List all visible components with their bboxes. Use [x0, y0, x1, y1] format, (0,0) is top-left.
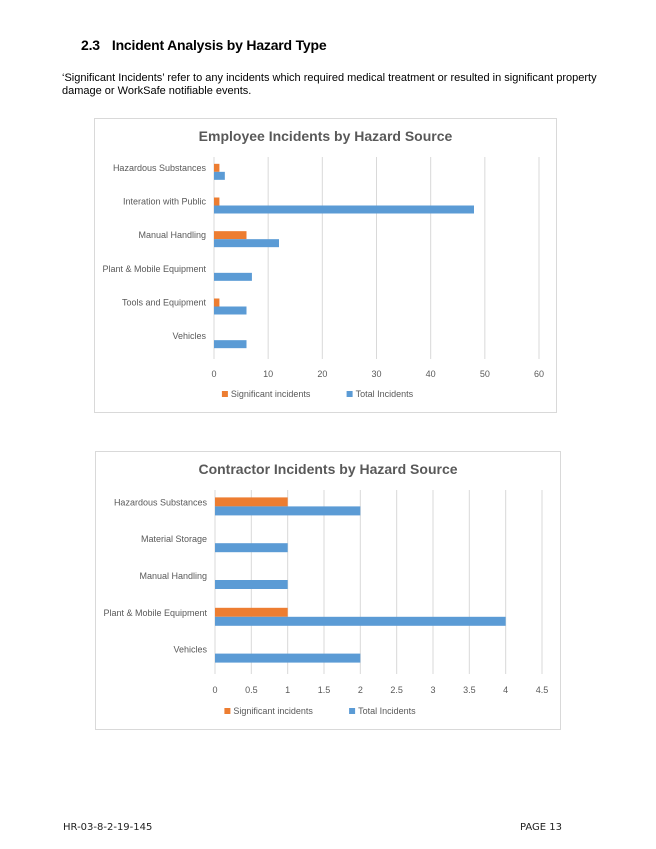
legend-label: Significant incidents [230, 389, 311, 399]
bar-significant [214, 231, 247, 239]
bar-significant [214, 299, 219, 307]
bar-total [214, 273, 252, 281]
x-tick-label: 4 [503, 685, 509, 695]
page-number: PAGE 13 [519, 822, 562, 833]
bar-total [214, 307, 247, 315]
x-tick-label: 3.5 [463, 685, 476, 695]
x-tick-label: 40 [425, 369, 436, 379]
x-tick-label: 4.5 [535, 685, 549, 695]
x-tick-label: 50 [479, 369, 490, 379]
bar-significant [214, 164, 219, 172]
bar-total [215, 617, 506, 626]
bar-total [214, 239, 279, 247]
intro-paragraph: ‘Significant Incidents’ refer to any incidents which required medical treatment or resulted in significant property damage or WorkSafe notifiable events. [62, 72, 597, 97]
bar-significant [215, 497, 288, 506]
section-number: 2.3 [81, 37, 100, 53]
chart-title: Contractor Incidents by Hazard Source [198, 461, 458, 477]
bar-total [215, 580, 288, 589]
bar-significant [214, 198, 219, 206]
legend-swatch [349, 708, 355, 714]
chart-legend [224, 706, 416, 716]
legend-label: Total Incidents [355, 389, 414, 399]
bar-total [215, 506, 360, 515]
category-label: Manual Handling [139, 571, 207, 581]
x-tick-label: 2.5 [390, 685, 403, 695]
section-heading [81, 37, 326, 53]
legend-label: Total Incidents [358, 706, 416, 716]
x-tick-label: 30 [371, 369, 382, 379]
employee-incidents-chart [94, 118, 557, 413]
legend-swatch [224, 708, 230, 714]
bar-total [214, 206, 474, 214]
x-tick-label: 0 [211, 369, 217, 379]
employee-incidents-chart-svg [95, 119, 556, 412]
category-label: Hazardous Substances [113, 497, 207, 508]
x-tick-label: 1.5 [317, 685, 331, 695]
category-label: Tools and Equipment [121, 297, 206, 308]
category-label: Plant & Mobile Equipment [103, 607, 207, 618]
document-id: HR-03-8-2-19-145 [63, 822, 153, 833]
x-tick-label: 1 [285, 685, 291, 695]
contractor-incidents-chart-svg [96, 452, 560, 729]
chart-title: Employee Incidents by Hazard Source [198, 128, 453, 144]
x-tick-label: 0.5 [245, 685, 258, 695]
bar-significant [215, 608, 288, 617]
chart-legend [222, 389, 414, 399]
category-label: Interation with Public [122, 196, 206, 207]
category-label: Vehicles [173, 644, 207, 655]
bar-total [215, 543, 288, 552]
category-label: Hazardous Substances [112, 162, 206, 173]
category-label: Manual Handling [138, 230, 206, 241]
category-label: Vehicles [172, 331, 206, 342]
bar-total [214, 340, 247, 348]
legend-swatch [347, 391, 353, 397]
category-label: Plant & Mobile Equipment [102, 263, 206, 274]
section-title: Incident Analysis by Hazard Type [111, 37, 327, 53]
x-tick-label: 0 [212, 685, 218, 695]
category-label: Material Storage [140, 534, 207, 545]
x-tick-label: 10 [263, 369, 274, 379]
bar-total [214, 172, 225, 180]
contractor-incidents-chart [95, 451, 561, 730]
x-tick-label: 60 [533, 369, 545, 379]
legend-label: Significant incidents [233, 706, 313, 716]
legend-swatch [222, 391, 228, 397]
x-tick-label: 20 [317, 369, 328, 379]
bar-total [215, 654, 360, 663]
x-tick-label: 2 [357, 685, 363, 695]
x-tick-label: 3 [430, 685, 436, 695]
